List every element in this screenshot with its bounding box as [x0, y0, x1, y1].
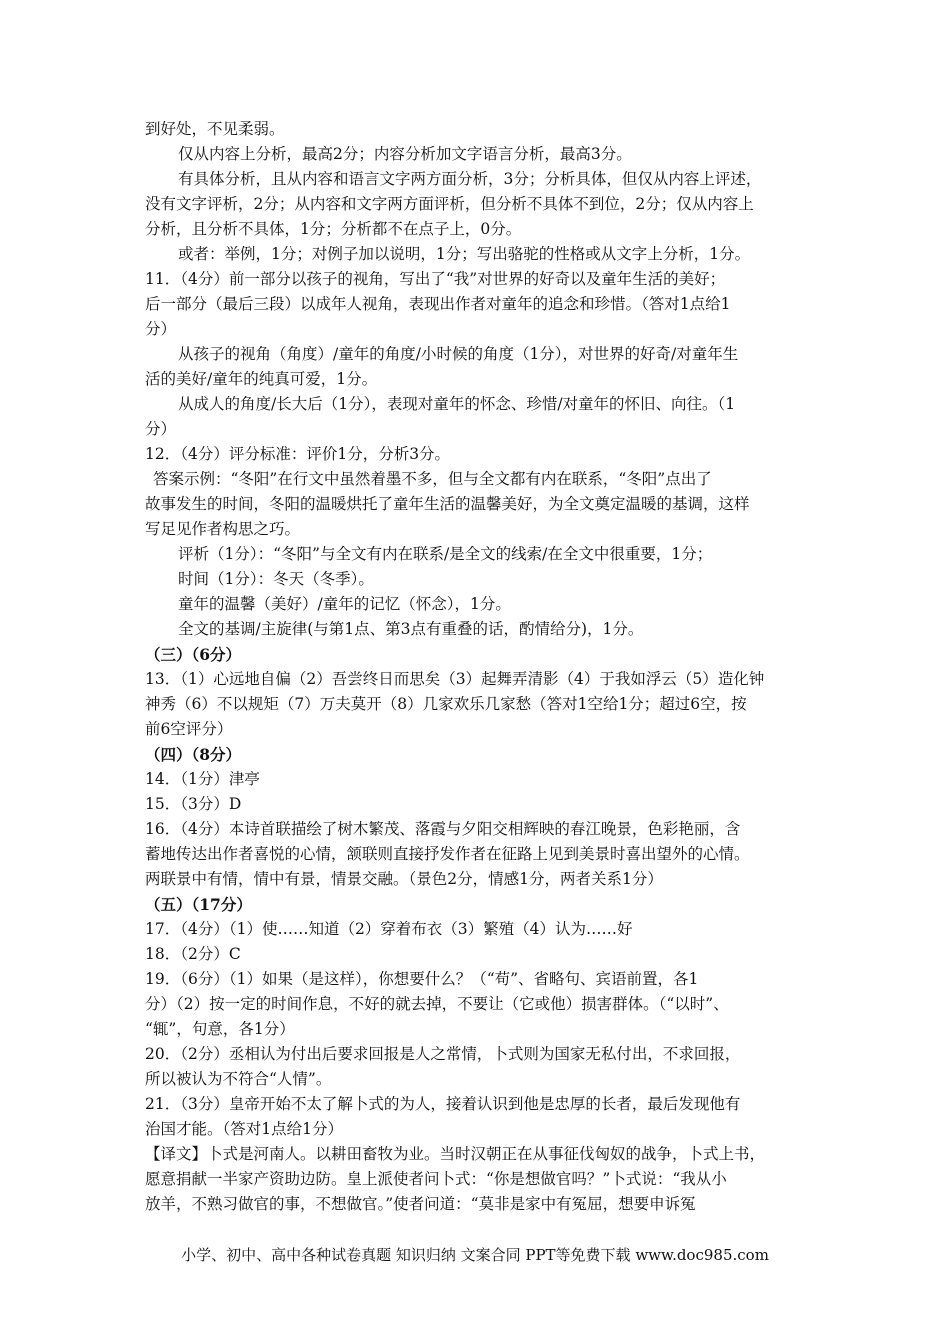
document-body: [145, 117, 815, 1217]
text-line: 没有文字评析，2分；从内容和文字两方面评析，但分析不具体不到位，2分；仅从内容上: [145, 195, 754, 213]
text-line: 20．（2分）丞相认为付出后要求回报是人之常情，卜式则为国家无私付出，不求回报，: [145, 1045, 741, 1063]
text-line: 故事发生的时间，冬阳的温暖烘托了童年生活的温馨美好，为全文奠定温暖的基调，这样: [145, 495, 750, 513]
text-line: 全文的基调/主旋律(与第1点、第3点有重叠的话，酌情给分)，1分。: [178, 620, 644, 638]
text-line: 童年的温馨（美好）/童年的记忆（怀念），1分。: [178, 595, 511, 613]
text-line: 后一部分（最后三段）以成年人视角，表现出作者对童年的追念和珍惜。（答对1点给1: [145, 295, 731, 313]
text-line: 神秀（6）不以规矩（7）万夫莫开（8）几家欢乐几家愁（答对1空给1分；超过6空，按: [145, 695, 747, 713]
text-line: 答案示例：“冬阳”在行文中虽然着墨不多，但与全文都有内在联系，“冬阳”点出了: [153, 470, 712, 488]
text-line: 分析，且分析不具体，1分；分析都不在点子上，0分。: [145, 220, 522, 238]
text-line: 前6空评分）: [145, 720, 233, 738]
text-line: 15．（3分）D: [145, 795, 242, 813]
text-line: 有具体分析，且从内容和语言文字两方面分析，3分；分析具体，但仅从内容上评述，: [178, 170, 762, 188]
text-line: 14．（1分）津亭: [145, 770, 260, 788]
section-heading: （四）（8分）: [145, 745, 242, 764]
text-line: 11．（4分）前一部分以孩子的视角，写出了“我”对世界的好奇以及童年生活的美好；: [145, 270, 726, 288]
text-line: 愿意捐献一半家产资助边防。皇上派使者问卜式：“你是想做官吗？”卜式说：“我从小: [145, 1170, 727, 1188]
text-line: 21．（3分）皇帝开始不太了解卜式的为人，接着认识到他是忠厚的长者，最后发现他有: [145, 1095, 741, 1113]
text-line: 活的美好/童年的纯真可爱，1分。: [145, 370, 378, 388]
text-line: 所以被认为不符合“人情”。: [145, 1070, 332, 1088]
text-line: 仅从内容上分析，最高2分；内容分析加文字语言分析，最高3分。: [178, 145, 632, 163]
text-line: 从孩子的视角（角度）/童年的角度/小时候的角度（1分），对世界的好奇/对童年生: [178, 345, 739, 363]
text-line: 从成人的角度/长大后（1分），表现对童年的怀念、珍惜/对童年的怀旧、向往。（1: [178, 395, 736, 413]
text-line: 分）: [145, 420, 177, 438]
text-line: 16．（4分）本诗首联描绘了树木繁茂、落霞与夕阳交相辉映的春江晚景，色彩艳丽，含: [145, 820, 741, 838]
text-line: 两联景中有情，情中有景，情景交融。（景色2分，情感1分，两者关系1分）: [145, 870, 663, 888]
text-line: 评析（1分）：“冬阳”与全文有内在联系/是全文的线索/在全文中很重要，1分；: [178, 545, 713, 563]
text-line: 时间（1分）：冬天（冬季）。: [178, 570, 374, 588]
text-line: 17．（4分）（1）使……知道（2）穿着布衣（3）繁殖（4）认为……好: [145, 920, 633, 938]
text-line: 【译文】卜式是河南人。以耕田畜牧为业。当时汉朝正在从事征伐匈奴的战争，卜式上书，: [145, 1145, 766, 1163]
text-line: 到好处，不见柔弱。: [145, 120, 285, 138]
text-line: 蓄地传达出作者喜悦的心情，颔联则直接抒发作者在征路上见到美景时喜出望外的心情。: [145, 845, 750, 863]
text-line: 12．（4分）评分标准：评价1分，分析3分。: [145, 445, 451, 463]
text-line: 治国才能。（答对1点给1分）: [145, 1120, 343, 1138]
text-line: 放羊，不熟习做官的事，不想做官。”使者问道：“莫非是家中有冤屈，想要申诉冤: [145, 1195, 696, 1213]
section-heading: （五）（17分）: [145, 895, 252, 914]
text-line: 或者：举例，1分；对例子加以说明，1分；写出骆驼的性格或从文字上分析，1分。: [178, 245, 751, 263]
text-line: 13．（1）心远地自偏（2）吾尝终日而思矣（3）起舞弄清影（4）于我如浮云（5）造化钟: [145, 670, 765, 688]
text-line: 19．（6分）（1）如果（是这样），你想要什么？（“苟”、省略句、宾语前置，各1: [145, 970, 699, 988]
text-line: 分）: [145, 320, 177, 338]
text-line: “辄”，句意，各1分）: [145, 1020, 295, 1038]
text-lines: [145, 117, 815, 1217]
text-line: 18．（2分）C: [145, 945, 241, 963]
page-footer: 小学、初中、高中各种试卷真题 知识归纳 文案合同 PPT等免费下载 www.doc985.com: [181, 1246, 769, 1264]
text-line: 分）（2）按一定的时间作息，不好的就去掉，不要让（它或他）损害群体。（“以时”、: [145, 995, 729, 1013]
section-heading: （三）（6分）: [145, 645, 242, 664]
text-line: 写足见作者构思之巧。: [145, 520, 301, 538]
